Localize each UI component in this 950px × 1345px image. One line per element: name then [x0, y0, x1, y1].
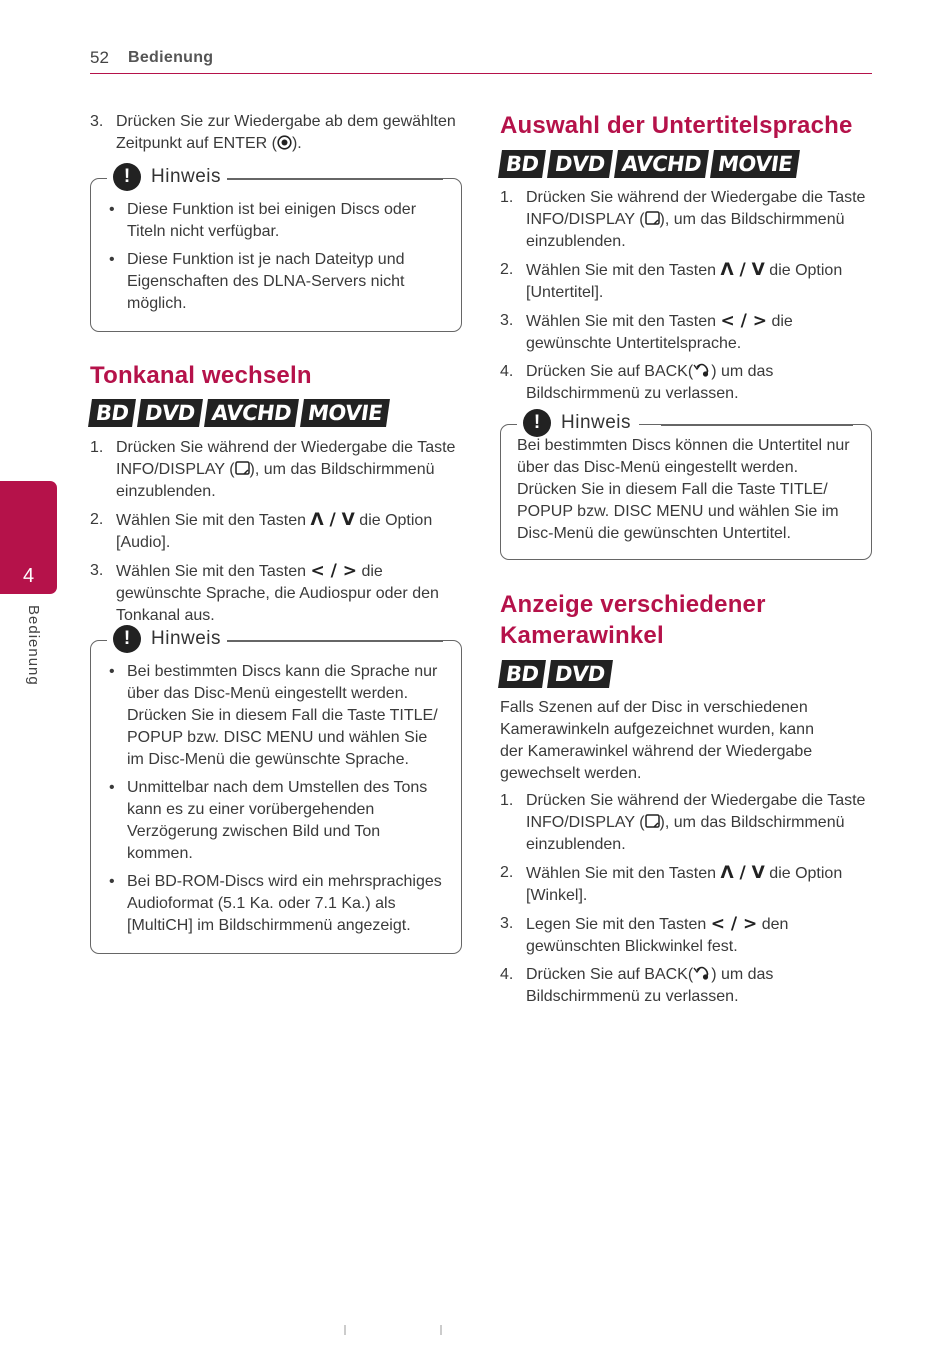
info-display-icon [645, 814, 660, 829]
info-display-icon [645, 211, 660, 226]
steps-list [500, 790, 872, 1014]
intro-paragraph: Falls Szenen auf der Disc in verschiedenen Kamerawinkeln aufgezeichnet wurden, kann der Kamerawinkel während der Wiedergabe gewechselt werden. [500, 699, 814, 782]
note-list [91, 179, 461, 337]
note-rule [227, 178, 443, 180]
badge-bd: BD [498, 660, 546, 688]
note-header [517, 409, 639, 437]
badge-avchd: AVCHD [614, 150, 709, 178]
section-title: Tonkanal wechseln [90, 362, 312, 389]
section-title: Auswahl der Untertitelsprache [500, 112, 853, 139]
list-item: • Diese Funktion ist je nach Dateityp und Eigenschaften des DLNA-Servers nicht möglich. [109, 251, 405, 312]
page-header [90, 46, 872, 74]
badge-bd: BD [88, 399, 136, 427]
chapter-number: 4 [22, 565, 35, 587]
left-right-keys: < / > [720, 311, 768, 331]
list-item: 4. Drücken Sie auf BACK( ) um das Bildschirmmenü zu verlassen. [500, 966, 774, 1005]
note-header [107, 163, 229, 191]
badge-dvd: DVD [547, 150, 613, 178]
left-right-keys: < / > [310, 561, 358, 581]
list-item: • Diese Funktion ist bei einigen Discs oder Titeln nicht verfügbar. [109, 201, 417, 240]
list-item: 3. Wählen Sie mit den Tasten < / > die gewünschte Untertitelsprache. [500, 311, 793, 352]
disc-badges [500, 660, 611, 688]
list-item: • Bei BD-ROM-Discs wird ein mehrsprachiges Audioformat (5.1 Ka. oder 7.1 Ka.) als [MultiCH] im Bildschirmmenü angezeigt. [109, 873, 442, 934]
list-item: 4. Drücken Sie auf BACK( ) um das Bildschirmmenü zu verlassen. [500, 363, 774, 402]
list-item: 3. Wählen Sie mit den Tasten < / > die gewünschte Sprache, die Audiospur oder den Tonkanal aus. [90, 561, 439, 624]
list-item: 2. Wählen Sie mit den Tasten Λ / V die Option [Audio]. [90, 510, 433, 551]
list-item: 1. Drücken Sie während der Wiedergabe die Taste INFO/DISPLAY ( ), um das Bildschirmmenü einzublenden. [90, 439, 456, 500]
badge-bd: BD [498, 150, 546, 178]
note-list [91, 641, 461, 959]
note-box [90, 628, 462, 954]
list-item: 3. Drücken Sie zur Wiedergabe ab dem gewählten Zeitpunkt auf ENTER ( ). [90, 113, 456, 152]
note-box [90, 166, 462, 332]
badge-avchd: AVCHD [204, 399, 299, 427]
note-rule [227, 640, 443, 642]
enter-icon [277, 135, 292, 150]
badge-dvd: DVD [137, 399, 203, 427]
page-number: 52 [90, 48, 109, 67]
warning-icon: ! [113, 163, 141, 191]
up-down-keys: Λ / V [720, 260, 765, 280]
note-label: Hinweis [151, 166, 222, 187]
left-right-keys: < / > [710, 914, 758, 934]
note-header [107, 625, 229, 653]
list-item: 1. Drücken Sie während der Wiedergabe die Taste INFO/DISPLAY ( ), um das Bildschirmmenü einzublenden. [500, 792, 866, 853]
list-item: 1. Drücken Sie während der Wiedergabe die Taste INFO/DISPLAY ( ), um das Bildschirmmenü einzublenden. [500, 189, 866, 250]
disc-badges [90, 399, 388, 427]
list-item: • Unmittelbar nach dem Umstellen des Tons kann es zu einer vorübergehenden Verzögerung zwischen Bild und Ton kommen. [109, 779, 428, 862]
warning-icon: ! [113, 625, 141, 653]
up-down-keys: Λ / V [310, 510, 355, 530]
chapter-tab [0, 481, 57, 594]
warning-icon: ! [523, 409, 551, 437]
steps-list [500, 187, 872, 411]
steps-list [90, 437, 462, 633]
note-label: Hinweis [561, 412, 632, 433]
note-rule [661, 424, 853, 426]
up-down-keys: Λ / V [720, 863, 765, 883]
back-icon [693, 966, 711, 981]
badge-movie: MOVIE [710, 150, 800, 178]
disc-badges [500, 150, 798, 178]
badge-movie: MOVIE [300, 399, 390, 427]
back-icon [693, 363, 711, 378]
section-title-continued: Kamerawinkel [500, 622, 664, 649]
chapter-label: Bedienung [25, 605, 42, 686]
note-box [500, 412, 872, 560]
list-item: 2. Wählen Sie mit den Tasten Λ / V die Option [Untertitel]. [500, 260, 843, 301]
list-item: • Bei bestimmten Discs kann die Sprache nur über das Disc-Menü eingestellt werden. Drücken Sie in diesem Fall die Taste TITLE/ POPUP bzw. DISC MENU und wählen Sie im Disc-Menü die gewünschte Sprache. [109, 663, 438, 768]
list-item: 3. Legen Sie mit den Tasten < / > den gewünschten Blickwinkel fest. [500, 914, 789, 955]
footer-marks [344, 1325, 444, 1335]
list-item: 2. Wählen Sie mit den Tasten Λ / V die Option [Winkel]. [500, 863, 843, 904]
header-title: Bedienung [128, 49, 214, 66]
info-display-icon [235, 461, 250, 476]
previous-steps [90, 111, 462, 161]
section-title: Anzeige verschiedener [500, 591, 766, 618]
note-label: Hinweis [151, 628, 222, 649]
badge-dvd: DVD [547, 660, 613, 688]
note-text: Bei bestimmten Discs können die Untertitel nur über das Disc-Menü eingestellt werden. Drücken Sie in diesem Fall die Taste TITLE/ POPUP bzw. DISC MENU und wählen Sie im Disc-Menü die gewünschten Untertitel. [517, 437, 850, 542]
